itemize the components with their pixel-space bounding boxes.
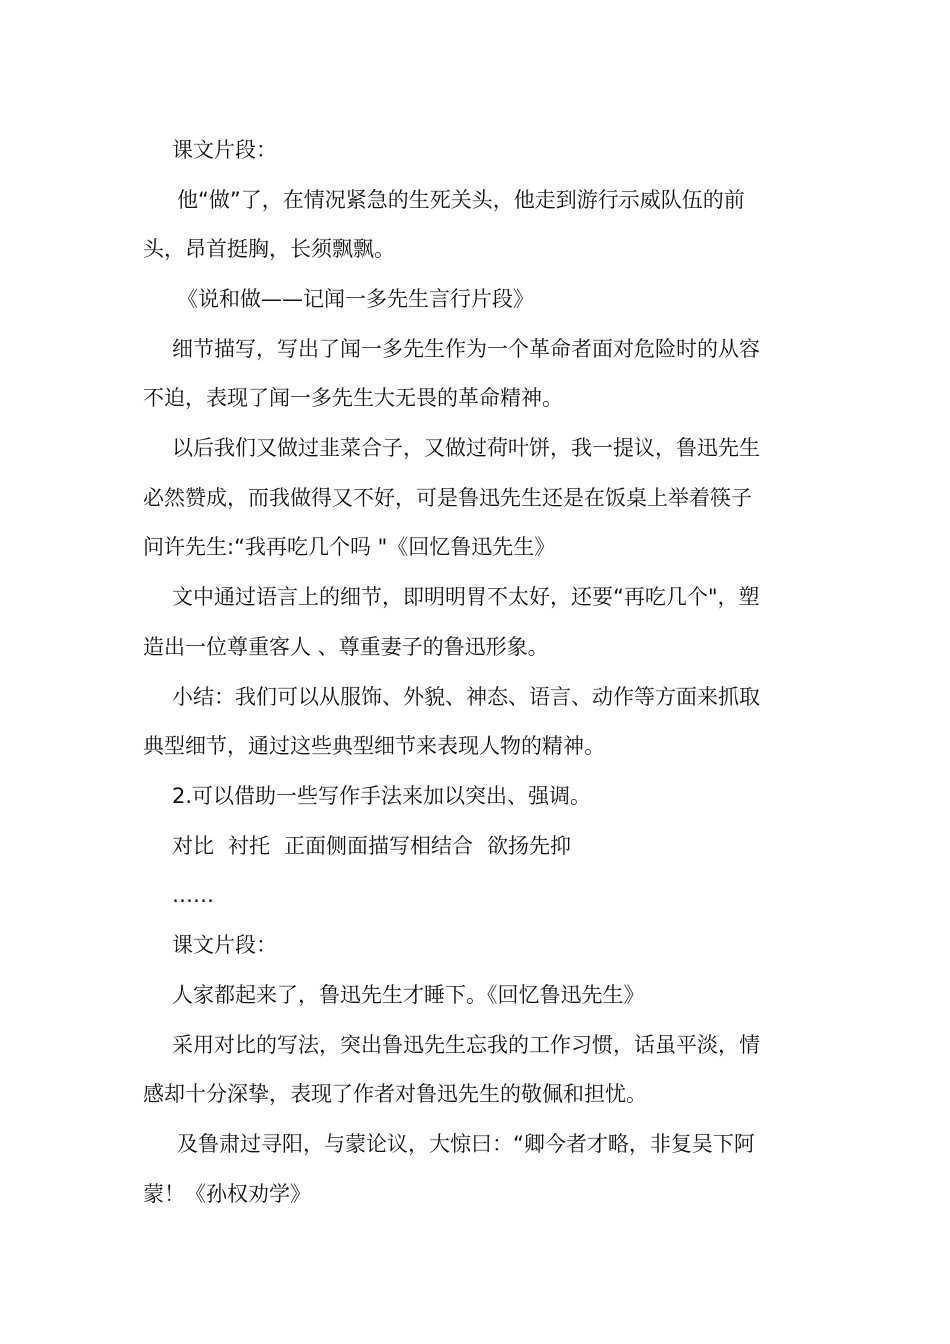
technique-item: 对比 <box>172 834 214 858</box>
text-line: 课文片段： <box>172 138 277 162</box>
text-line: 细节描写，写出了闻一多先生作为一个革命者面对危险时的从容 <box>172 337 760 361</box>
text-line: 以后我们又做过韭菜合子，又做过荷叶饼，我一提议，鲁迅先生 <box>172 436 760 460</box>
text-line: 文中通过语言上的细节，即明明胃不太好，还要“再吃几个"，塑 <box>172 585 760 609</box>
text-line: 不迫，表现了闻一多先生大无畏的革命精神。 <box>143 386 563 410</box>
text-line: 采用对比的写法，突出鲁迅先生忘我的工作习惯，话虽平淡，情 <box>172 1033 760 1057</box>
text-line: 《说和做——记闻一多先生言行片段》 <box>177 287 534 311</box>
technique-item: 欲扬先抑 <box>487 834 571 858</box>
text-line: 及鲁肃过寻阳，与蒙论议，大惊曰：“卿今者才略，非复吴下阿 <box>177 1132 755 1156</box>
text-line: 人家都起来了，鲁迅先生才睡下。《回忆鲁迅先生》 <box>172 983 645 1007</box>
text-line: 感却十分深挚，表现了作者对鲁迅先生的敬佩和担忧。 <box>143 1082 647 1106</box>
text-line: 典型细节，通过这些典型细节来表现人物的精神。 <box>143 734 605 758</box>
technique-item: 衬托 <box>228 834 270 858</box>
text-line: 头，昂首挺胸，长须飘飘。 <box>143 237 395 261</box>
text-line: 2.可以借助一些写作手法来加以突出、强调。 <box>172 784 592 808</box>
technique-item: 正面侧面描写相结合 <box>284 834 473 858</box>
text-line: 课文片段： <box>172 933 277 957</box>
text-line: 造出一位尊重客人 、尊重妻子的鲁迅形象。 <box>143 635 549 659</box>
text-line: 问许先生:“我再吃几个吗 "《回忆鲁迅先生》 <box>143 535 556 559</box>
ellipsis-line: …… <box>172 883 214 907</box>
text-line: 必然赞成，而我做得又不好，可是鲁迅先生还是在饭桌上举着筷子 <box>143 486 752 510</box>
text-line: 小结：我们可以从服饰、外貌、神态、语言、动作等方面来抓取 <box>172 685 760 709</box>
text-line: 他“做”了，在情况紧急的生死关头，他走到游行示威队伍的前 <box>177 188 745 212</box>
text-line: 蒙！《孙权劝学》 <box>143 1182 311 1206</box>
techniques-line <box>172 832 571 860</box>
